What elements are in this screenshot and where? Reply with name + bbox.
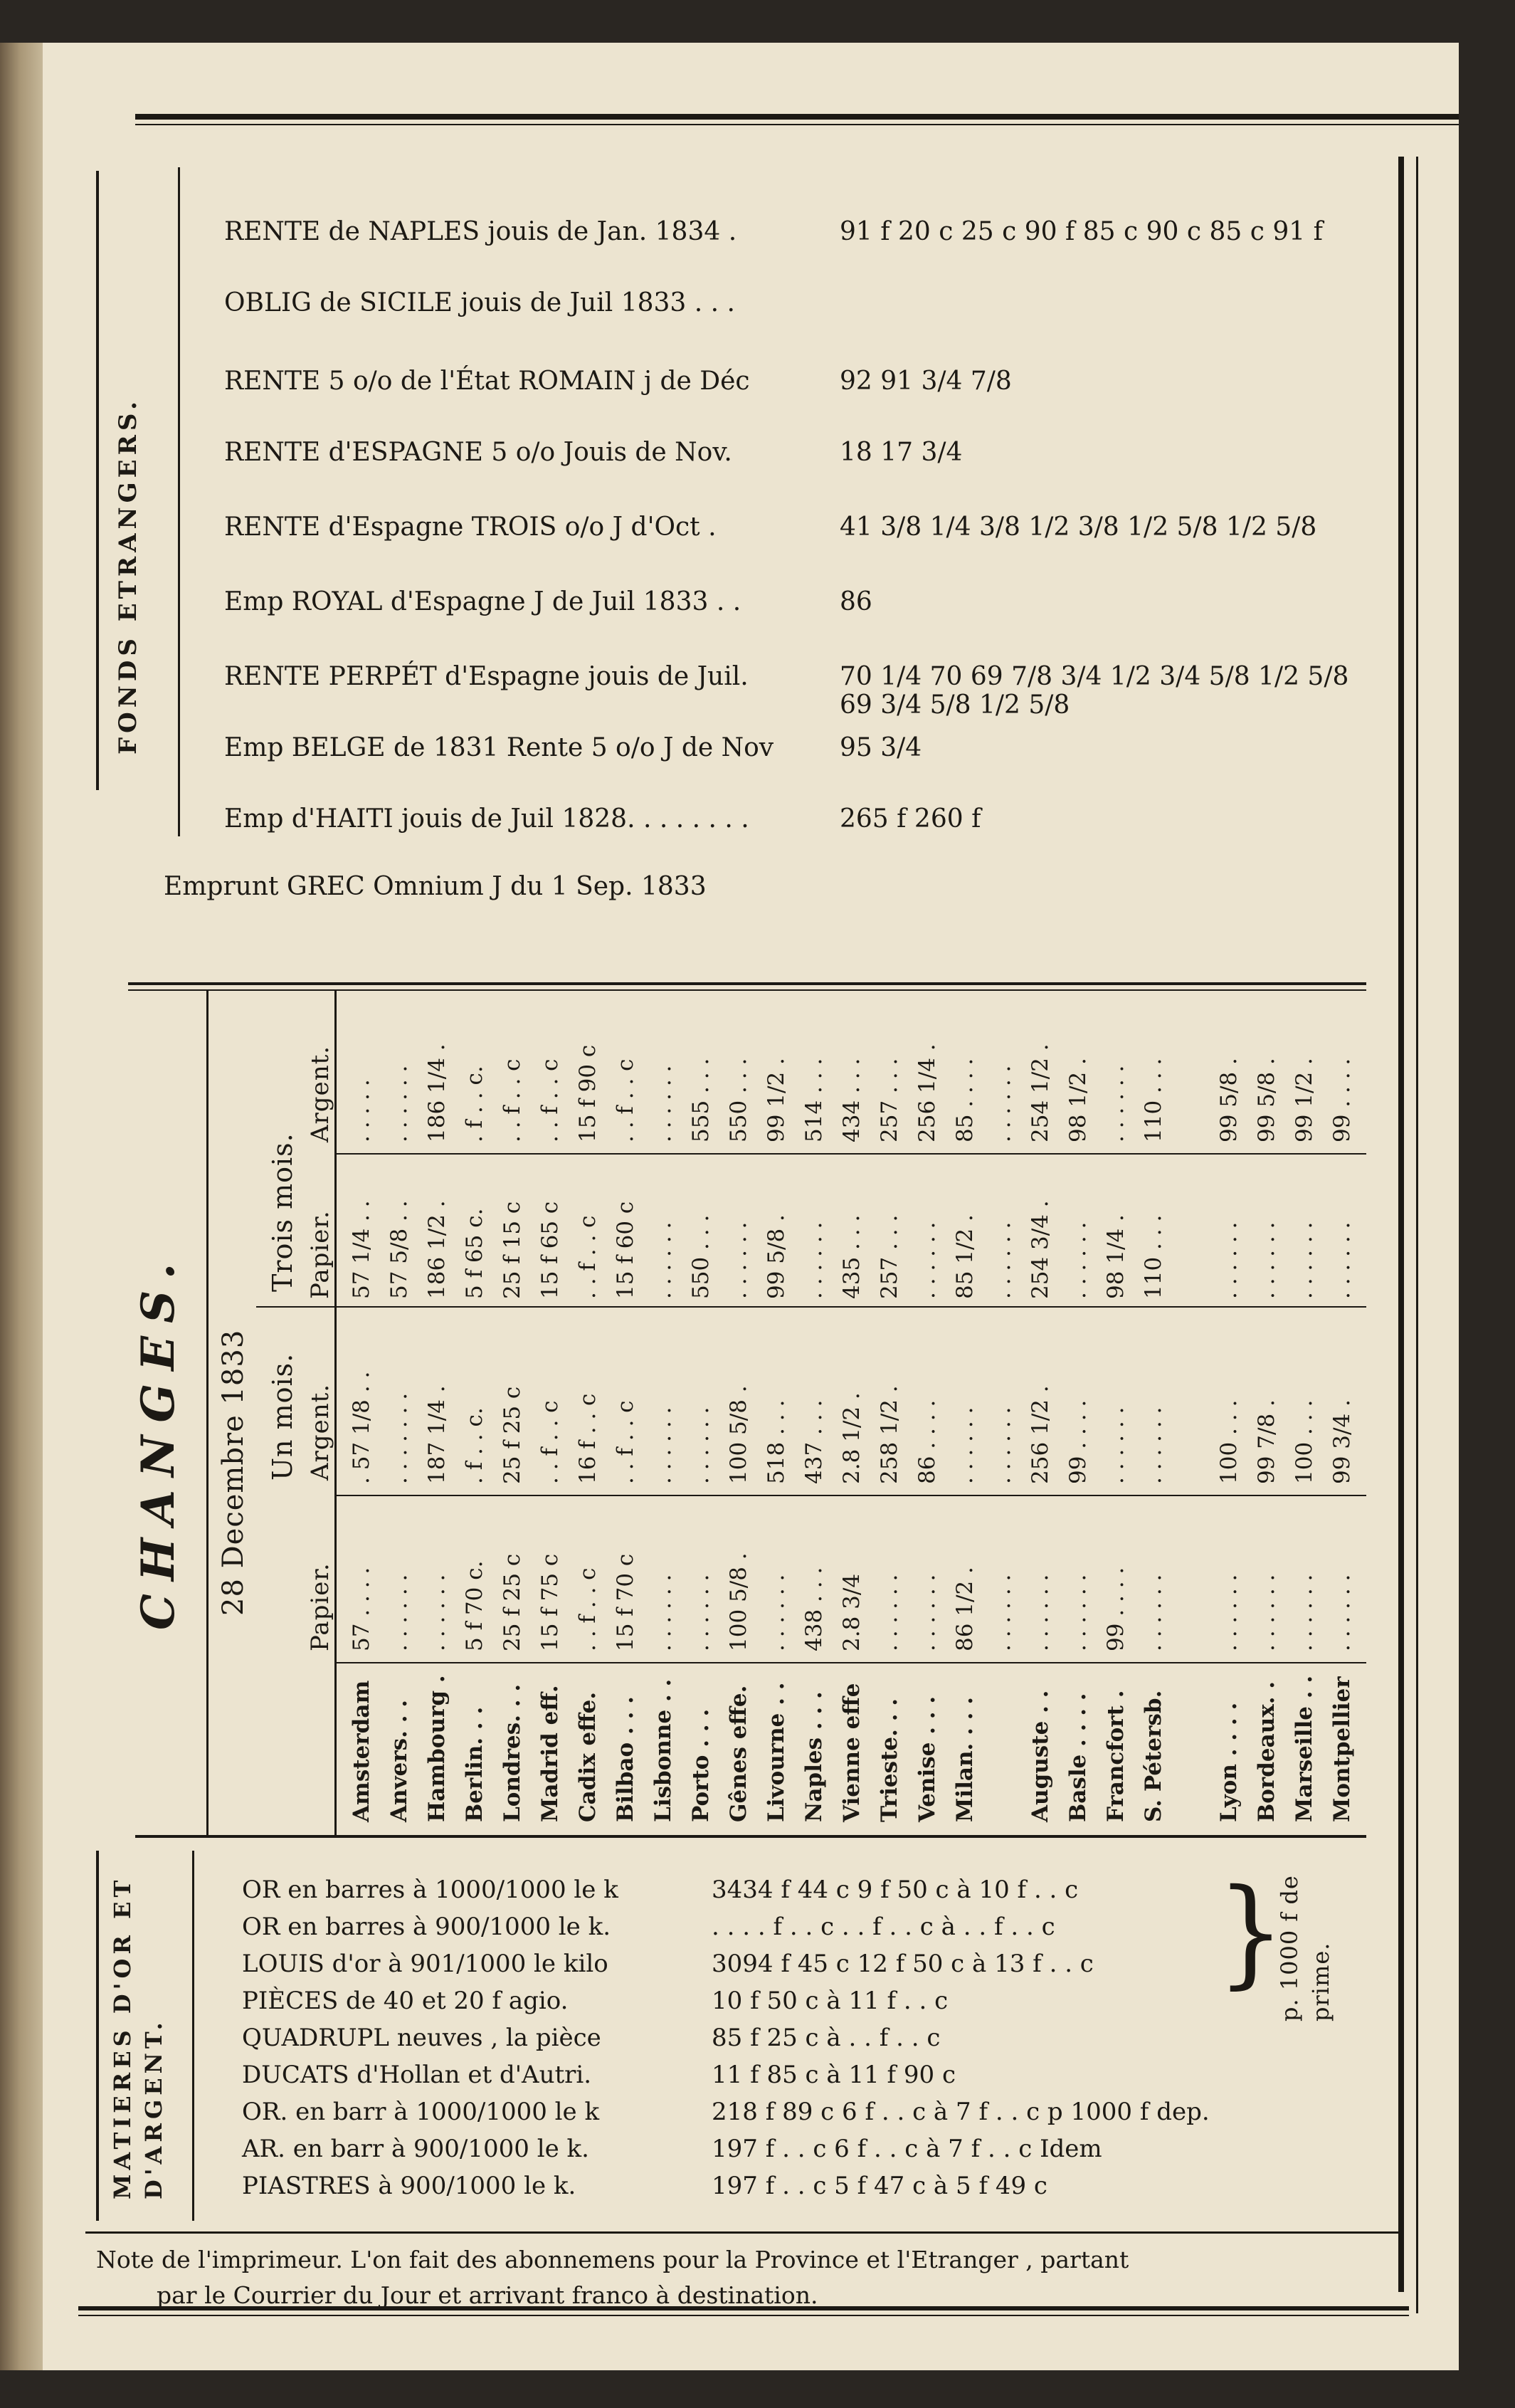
matieres-label: MATIERES D'OR ET D'ARGENT. bbox=[109, 1876, 167, 2199]
change-tm-argent: . . . . . . bbox=[650, 1065, 676, 1142]
change-tm-argent: 256 1/4 . bbox=[914, 1043, 940, 1142]
matiere-row bbox=[242, 2061, 956, 2089]
change-tm-argent: 15 f 90 c bbox=[575, 1044, 601, 1142]
change-tm-argent: 434 . . . bbox=[839, 1058, 865, 1142]
change-um-argent: 256 1/2 . bbox=[1028, 1385, 1053, 1484]
change-um-argent: 99 7/8 . bbox=[1254, 1399, 1279, 1484]
matiere-name: OR en barres à 1000/1000 le k bbox=[242, 1876, 618, 1904]
change-tm-argent: 254 1/2 . bbox=[1028, 1043, 1053, 1142]
change-tm-papier: 98 1/4 . bbox=[1103, 1214, 1129, 1299]
matiere-name: OR en barres à 900/1000 le k. bbox=[242, 1913, 611, 1941]
matiere-value: 197 f . . c 5 f 47 c à 5 f 49 c bbox=[712, 2172, 1047, 2200]
fonds-row-name: RENTE 5 o/o de l'État ROMAIN j de Déc bbox=[224, 367, 750, 396]
change-um-papier: 57 . . . . bbox=[349, 1567, 374, 1651]
bottom-thin-rule bbox=[78, 2315, 1409, 2316]
change-um-papier: . . . . . . bbox=[914, 1574, 940, 1651]
fonds-row-value: 41 3/8 1/4 3/8 1/2 3/8 1/2 5/8 1/2 5/8 bbox=[840, 512, 1317, 542]
matiere-value: 10 f 50 c à 11 f . . c bbox=[712, 1987, 949, 2015]
fonds-row-name: OBLIG de SICILE jouis de Juil 1833 . . . bbox=[224, 288, 735, 317]
matiere-name: OR. en barr à 1000/1000 le k bbox=[242, 2098, 600, 2126]
change-tm-argent: 99 1/2 . bbox=[1292, 1058, 1317, 1142]
change-tm-papier: 435 . . . bbox=[839, 1214, 865, 1299]
change-um-papier: . . f . . c bbox=[575, 1567, 601, 1651]
change-um-argent: . . . . . . bbox=[952, 1407, 978, 1484]
right-thin-rule bbox=[1416, 157, 1418, 2313]
change-um-argent: 100 5/8 . bbox=[726, 1385, 751, 1484]
change-tm-argent: 550 . . . bbox=[726, 1058, 751, 1142]
change-tm-argent: . . . . . . bbox=[386, 1065, 412, 1142]
change-city: Berlin. . . bbox=[462, 1706, 487, 1822]
matiere-name: QUADRUPL neuves , la pièce bbox=[242, 2024, 601, 2052]
um-papier-label: Papier. bbox=[306, 1562, 334, 1651]
change-um-papier: . . . . . . bbox=[990, 1574, 1015, 1651]
change-um-papier: . . . . . . bbox=[1028, 1574, 1053, 1651]
matiere-name: PIASTRES à 900/1000 le k. bbox=[242, 2172, 576, 2200]
change-um-papier: 100 5/8 . bbox=[726, 1552, 751, 1651]
fonds-row-name: Emp BELGE de 1831 Rente 5 o/o J de Nov bbox=[224, 733, 774, 762]
fonds-row-value: 92 91 3/4 7/8 bbox=[840, 367, 1012, 396]
changes-bottom-rule bbox=[135, 1835, 1366, 1838]
fonds-etrangers-label: FONDS ETRANGERS. bbox=[114, 396, 142, 755]
matiere-name: DUCATS d'Hollan et d'Autri. bbox=[242, 2061, 592, 2089]
change-um-papier: . . . . . . bbox=[386, 1574, 412, 1651]
change-um-papier: . . . . . . bbox=[877, 1574, 902, 1651]
change-city: Bordeaux. . bbox=[1254, 1681, 1279, 1822]
matiere-value: 197 f . . c 6 f . . c à 7 f . . c Idem bbox=[712, 2135, 1102, 2163]
fonds-row-name: RENTE d'Espagne TROIS o/o J d'Oct . bbox=[224, 512, 717, 542]
page bbox=[43, 43, 1459, 2370]
matiere-row bbox=[242, 2024, 941, 2052]
brace: } bbox=[1217, 1864, 1285, 2001]
change-tm-papier: 57 1/4 . . bbox=[349, 1200, 374, 1299]
change-tm-papier: 85 1/2 . bbox=[952, 1214, 978, 1299]
matiere-row bbox=[242, 1913, 1055, 1941]
change-tm-argent: . f . . c. bbox=[462, 1066, 487, 1142]
changes-label-divider bbox=[206, 989, 208, 1836]
change-city: Venise . . . bbox=[914, 1695, 940, 1822]
change-tm-argent: 186 1/4 . bbox=[424, 1043, 450, 1142]
fonds-row-value: 86 bbox=[840, 587, 872, 616]
change-um-papier: . . . . . . bbox=[1141, 1574, 1166, 1651]
change-tm-papier: 15 f 65 c bbox=[537, 1201, 563, 1299]
change-tm-argent: 85 . . . . bbox=[952, 1058, 978, 1142]
change-city: Naples . . . bbox=[801, 1691, 827, 1822]
matiere-value: 11 f 85 c à 11 f 90 c bbox=[712, 2061, 956, 2089]
change-um-papier: 99 . . . . bbox=[1103, 1567, 1129, 1651]
change-tm-papier: . . . . . . bbox=[1292, 1221, 1317, 1299]
changes-date: 28 Decembre 1833 bbox=[217, 1329, 250, 1616]
change-city: Francfort . bbox=[1103, 1690, 1129, 1822]
note-line-2: par le Courrier du Jour et arrivant franco à destination. bbox=[157, 2281, 818, 2309]
change-um-papier: 86 1/2 . bbox=[952, 1567, 978, 1651]
change-tm-argent: . . . . . bbox=[349, 1079, 374, 1142]
fonds-row-value: 265 f 260 f bbox=[840, 804, 981, 834]
change-um-papier: . . . . . . bbox=[1065, 1574, 1091, 1651]
matiere-value: . . . . f . . c . . f . . c à . . f . . c bbox=[712, 1913, 1055, 1941]
change-um-argent: . . . . . . bbox=[1141, 1407, 1166, 1484]
change-city: Cadix effe. bbox=[575, 1691, 601, 1822]
matiere-row bbox=[242, 2172, 1047, 2200]
change-um-argent: 2.8 1/2 . bbox=[839, 1392, 865, 1484]
change-um-papier: . . . . . . bbox=[688, 1574, 714, 1651]
change-um-papier: 15 f 75 c bbox=[537, 1553, 563, 1651]
change-um-argent: . . . . . . bbox=[688, 1407, 714, 1484]
change-tm-argent: 98 1/2 . bbox=[1065, 1058, 1091, 1142]
change-um-argent: 25 f 25 c bbox=[500, 1386, 525, 1484]
matiere-row bbox=[242, 1987, 949, 2015]
tm-argent-label: Argent. bbox=[306, 1045, 334, 1142]
matiere-row bbox=[242, 2135, 1102, 2163]
matiere-row bbox=[242, 2098, 1210, 2126]
fonds-row-name: RENTE de NAPLES jouis de Jan. 1834 . bbox=[224, 217, 737, 246]
um-argent-label: Argent. bbox=[306, 1383, 334, 1481]
tm-papier-label: Papier. bbox=[306, 1210, 334, 1299]
change-um-argent: 100 . . . bbox=[1292, 1399, 1317, 1484]
matiere-value: 3434 f 44 c 9 f 50 c à 10 f . . c bbox=[712, 1876, 1079, 1904]
change-city: Basle . . . . bbox=[1065, 1693, 1091, 1822]
change-city: Milan. . . . bbox=[952, 1696, 978, 1822]
change-tm-argent: . . f . . c bbox=[537, 1058, 563, 1142]
change-um-papier: . . . . . . bbox=[424, 1574, 450, 1651]
change-city: Hambourg . bbox=[424, 1675, 450, 1822]
fonds-row-name: Emp ROYAL d'Espagne J de Juil 1833 . . bbox=[224, 587, 741, 616]
change-um-papier: 15 f 70 c bbox=[613, 1553, 638, 1651]
change-city: Lyon . . . . bbox=[1216, 1702, 1242, 1822]
change-city: Marseille . . bbox=[1292, 1675, 1317, 1822]
right-rule bbox=[1398, 157, 1404, 2292]
change-city: Madrid eff. bbox=[537, 1685, 563, 1822]
brace-note: p. 1000 f de prime. bbox=[1276, 1875, 1334, 2021]
fonds-row-name: RENTE PERPÉT d'Espagne jouis de Juil. bbox=[224, 662, 749, 691]
fonds-row-name: Emp d'HAITI jouis de Juil 1828. . . . . . . . bbox=[224, 804, 749, 834]
change-tm-argent: . . f . . c bbox=[613, 1058, 638, 1142]
change-um-papier: 2.8 3/4 bbox=[839, 1573, 865, 1651]
fonds-row-value: 91 f 20 c 25 c 90 f 85 c 90 c 85 c 91 f bbox=[840, 217, 1323, 246]
change-um-argent: . f . . c. bbox=[462, 1407, 487, 1484]
change-tm-argent: . . . . . . bbox=[990, 1065, 1015, 1142]
change-tm-papier: 257 . . . bbox=[877, 1214, 902, 1299]
changes-month-divider bbox=[256, 1306, 1366, 1308]
change-tm-argent: 555 . . . bbox=[688, 1058, 714, 1142]
fonds-label-rule bbox=[178, 167, 180, 836]
change-um-argent: . . f . . c bbox=[613, 1400, 638, 1484]
matiere-name: LOUIS d'or à 901/1000 le kilo bbox=[242, 1950, 608, 1978]
change-tm-papier: 15 f 60 c bbox=[613, 1201, 638, 1299]
matiere-name: PIÈCES de 40 et 20 f agio. bbox=[242, 1987, 569, 2015]
change-tm-argent: . . f . . c bbox=[500, 1058, 525, 1142]
change-tm-argent: 110 . . . bbox=[1141, 1058, 1166, 1142]
top-double-rule bbox=[135, 114, 1459, 120]
change-tm-argent: . . . . . . bbox=[1103, 1065, 1129, 1142]
change-city: Vienne effe bbox=[839, 1683, 865, 1822]
change-um-argent: 187 1/4 . bbox=[424, 1385, 450, 1484]
change-um-papier: . . . . . . bbox=[650, 1574, 676, 1651]
change-tm-argent: 257 . . . bbox=[877, 1058, 902, 1142]
change-tm-papier: . . . . . . bbox=[1216, 1221, 1242, 1299]
change-city: Londres. . . bbox=[500, 1683, 525, 1822]
fonds-left-rule bbox=[96, 171, 99, 790]
un-mois-label: Un mois. bbox=[267, 1352, 298, 1481]
fonds-row-name: RENTE d'ESPAGNE 5 o/o Jouis de Nov. bbox=[224, 438, 732, 467]
change-tm-argent: 514 . . . bbox=[801, 1058, 827, 1142]
note-line-1: Note de l'imprimeur. L'on fait des abonnemens pour la Province et l'Etranger , partant bbox=[96, 2246, 1129, 2273]
change-tm-argent: 99 5/8 . bbox=[1254, 1058, 1279, 1142]
change-tm-argent: 99 5/8 . bbox=[1216, 1058, 1242, 1142]
change-um-argent: 86 . . . . bbox=[914, 1399, 940, 1484]
change-tm-papier: 99 5/8 . bbox=[764, 1214, 789, 1299]
matiere-name: AR. en barr à 900/1000 le k. bbox=[242, 2135, 589, 2163]
change-city: Trieste. . . bbox=[877, 1698, 902, 1822]
change-tm-papier: 110 . . . bbox=[1141, 1214, 1166, 1299]
change-tm-argent: 99 1/2 . bbox=[764, 1058, 789, 1142]
fonds-row-value: 18 17 3/4 bbox=[840, 438, 963, 467]
change-um-argent: . . . . . . bbox=[990, 1407, 1015, 1484]
changes-tm-divider bbox=[334, 1153, 1366, 1155]
change-um-argent: . 57 1/8 . . bbox=[349, 1371, 374, 1484]
change-um-papier: . . . . . . bbox=[764, 1574, 789, 1651]
change-tm-papier: . . . . . . bbox=[801, 1221, 827, 1299]
changes-header-divider bbox=[334, 989, 337, 1836]
fonds-row-value: 69 3/4 5/8 1/2 5/8 bbox=[840, 690, 1070, 720]
change-tm-papier: 57 5/8 . . bbox=[386, 1200, 412, 1299]
change-um-papier: . . . . . . bbox=[1216, 1574, 1242, 1651]
change-city: Auguste . . bbox=[1028, 1690, 1053, 1822]
change-tm-papier: . . . . . . bbox=[990, 1221, 1015, 1299]
change-tm-papier: 186 1/2 . bbox=[424, 1200, 450, 1299]
change-city: Amsterdam bbox=[349, 1680, 374, 1822]
note-rule bbox=[85, 2231, 1402, 2234]
change-um-argent: 99 3/4 . bbox=[1329, 1399, 1355, 1484]
change-um-papier: . . . . . . bbox=[1292, 1574, 1317, 1651]
change-tm-papier: . . . . . . bbox=[726, 1221, 751, 1299]
change-tm-papier: . . . . . . bbox=[1254, 1221, 1279, 1299]
change-city: Gênes effe. bbox=[726, 1685, 751, 1822]
change-tm-papier: 25 f 15 c bbox=[500, 1201, 525, 1299]
fonds-row-name: Emprunt GREC Omnium J du 1 Sep. 1833 bbox=[164, 872, 707, 901]
change-um-argent: 518 . . . bbox=[764, 1399, 789, 1484]
change-tm-papier: 254 3/4 . bbox=[1028, 1200, 1053, 1299]
fonds-row-value: 70 1/4 70 69 7/8 3/4 1/2 3/4 5/8 1/2 5/8 bbox=[840, 662, 1349, 691]
change-um-argent: 258 1/2 . bbox=[877, 1385, 902, 1484]
matiere-row bbox=[242, 1950, 1094, 1978]
change-um-papier: . . . . . . bbox=[1329, 1574, 1355, 1651]
change-um-argent: . . . . . . . bbox=[386, 1392, 412, 1484]
change-tm-papier: . . . . . . bbox=[1065, 1221, 1091, 1299]
change-tm-papier: 550 . . . bbox=[688, 1214, 714, 1299]
change-tm-papier: . . f . . c bbox=[575, 1215, 601, 1299]
change-tm-papier: . . . . . . bbox=[1329, 1221, 1355, 1299]
change-city: S. Pétersb. bbox=[1141, 1690, 1166, 1822]
matieres-left-rule bbox=[96, 1851, 99, 2221]
changes-top-rule bbox=[128, 982, 1366, 985]
change-um-argent: 99 . . . . bbox=[1065, 1399, 1091, 1484]
change-um-papier: . . . . . . bbox=[1254, 1574, 1279, 1651]
change-um-papier: 5 f 70 c. bbox=[462, 1560, 487, 1651]
change-tm-papier: 5 f 65 c. bbox=[462, 1208, 487, 1299]
change-um-papier: 25 f 25 c bbox=[500, 1553, 525, 1651]
fonds-row-value: 95 3/4 bbox=[840, 733, 922, 762]
change-um-argent: . . . . . . bbox=[1103, 1407, 1129, 1484]
change-city: Porto . . . bbox=[688, 1708, 714, 1822]
top-thin-rule bbox=[135, 124, 1459, 125]
change-city: Lisbonne . . bbox=[650, 1678, 676, 1822]
change-um-argent: 16 f . . c bbox=[575, 1393, 601, 1484]
change-city: Anvers. . . bbox=[386, 1699, 412, 1822]
matiere-value: 85 f 25 c à . . f . . c bbox=[712, 2024, 941, 2052]
change-um-argent: 437 . . . bbox=[801, 1399, 827, 1484]
changes-top-rule-2 bbox=[128, 989, 1366, 991]
matieres-label-rule bbox=[192, 1851, 194, 2221]
change-tm-argent: 99 . . . . bbox=[1329, 1058, 1355, 1142]
change-um-argent: . . f . . c bbox=[537, 1400, 563, 1484]
change-um-argent: . . . . . . bbox=[650, 1407, 676, 1484]
change-tm-papier: . . . . . . bbox=[650, 1221, 676, 1299]
matiere-row bbox=[242, 1876, 1079, 1904]
matiere-value: 218 f 89 c 6 f . . c à 7 f . . c p 1000 f dep. bbox=[712, 2098, 1210, 2126]
matiere-value: 3094 f 45 c 12 f 50 c à 13 f . . c bbox=[712, 1950, 1094, 1978]
changes-um-divider bbox=[334, 1495, 1366, 1496]
changes-city-divider bbox=[334, 1662, 1366, 1663]
change-city: Bilbao . . . bbox=[613, 1696, 638, 1822]
change-tm-papier: . . . . . . bbox=[914, 1221, 940, 1299]
change-city: Livourne . . bbox=[764, 1682, 789, 1822]
change-um-argent: 100 . . . bbox=[1216, 1399, 1242, 1484]
change-um-papier: 438 . . . bbox=[801, 1567, 827, 1651]
trois-mois-label: Trois mois. bbox=[267, 1132, 298, 1292]
change-city: Montpellier bbox=[1329, 1676, 1355, 1822]
changes-label: CHANGES. bbox=[132, 1250, 185, 1630]
